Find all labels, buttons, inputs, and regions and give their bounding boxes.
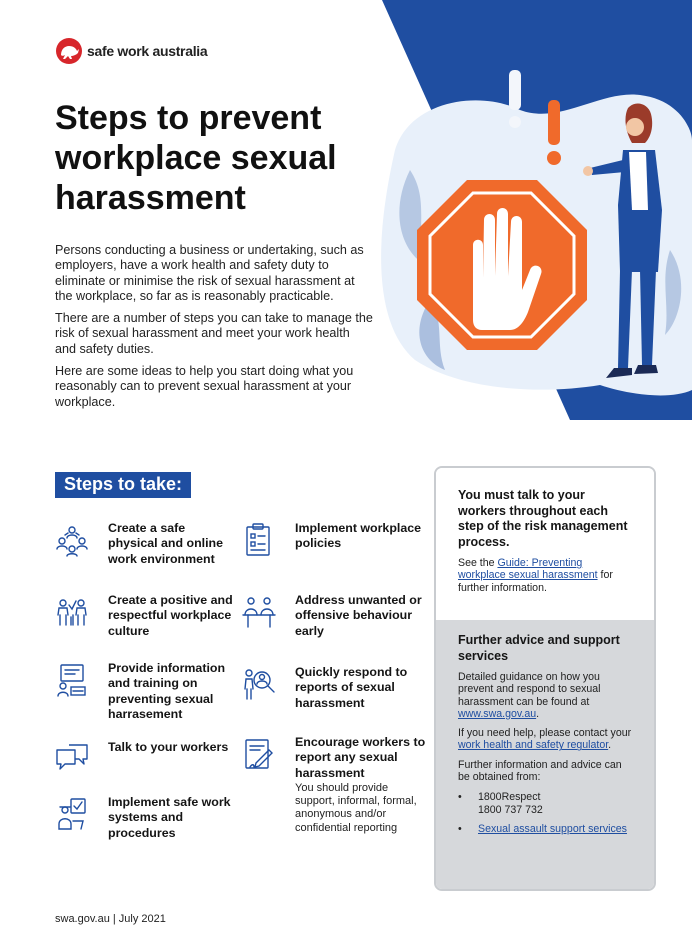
intro-paragraph: There are a number of steps you can take to manage the risk of sexual harassment and meet your work health and safety duties. (55, 311, 373, 356)
step-safe-environment (55, 521, 235, 567)
stop-hand-illustration (370, 0, 692, 420)
training-presentation-icon (55, 663, 89, 697)
consult-text (458, 557, 632, 594)
respect-line-text: 1800Respect 1800 737 732 (478, 791, 543, 816)
list-item (458, 823, 632, 835)
hero-illustration (370, 0, 692, 420)
intro-paragraph: Here are some ideas to help you start doing what you reasonably can to prevent sexual harassment at your workplace. (55, 364, 354, 409)
steps-heading: Steps to take: (55, 472, 191, 498)
guide-link[interactable]: Guide: Preventing workplace sexual harassment (458, 557, 598, 582)
kangaroo-logo-icon (55, 37, 83, 65)
regulator-link[interactable]: work health and safety regulator (458, 739, 609, 752)
step-workplace-policies (242, 521, 422, 557)
report-form-icon (242, 737, 276, 771)
step-label: Create a positive and respectful workplace culture (108, 593, 233, 638)
help-prefix: If you need help, please contact your (458, 727, 632, 740)
guidance-copy: Detailed guidance on how you prevent and respond to sexual harassment can be found at (458, 671, 601, 708)
step-safe-systems (55, 795, 240, 841)
footer-text: swa.gov.au | July 2021 (55, 913, 166, 925)
page-title: Steps to prevent workplace sexual harassment (55, 99, 337, 217)
step-label: Create a safe physical and online work environment (108, 521, 223, 566)
sexual-assault-services-link[interactable]: Sexual assault support services (478, 822, 627, 835)
step-encourage-reporting (242, 735, 427, 835)
step-label: Encourage workers to report any sexual harassment (295, 735, 426, 780)
step-information-training (55, 661, 245, 722)
further-text: Further information and advice can be obtained from: (458, 758, 622, 784)
see-suffix: for further information. (458, 569, 613, 594)
step-label: Provide information and training on preventing sexual harrasement (108, 661, 226, 721)
step-label: Talk to your workers (108, 740, 229, 754)
see-prefix: See the (458, 557, 498, 569)
policy-clipboard-icon (242, 523, 276, 557)
support-list (458, 791, 632, 835)
support-box (436, 620, 654, 889)
step-label: Address unwanted or offensive behaviour early (295, 593, 422, 638)
step-address-behaviour (242, 593, 427, 639)
guidance-text: Detailed guidance on how you prevent and respond to sexual harassment can be found at www.swa.gov.au. (458, 671, 601, 720)
info-panel (434, 466, 656, 891)
step-talk-workers (55, 740, 240, 776)
help-text: If you need help, please contact your work health and safety regulator. (458, 727, 632, 752)
search-person-icon (242, 667, 276, 701)
support-heading: Further advice and support services (458, 633, 620, 663)
chat-bubbles-icon (55, 742, 89, 776)
step-label: Implement workplace policies (295, 521, 422, 551)
list-item (458, 791, 632, 816)
brand-name: safe work australia (87, 43, 208, 59)
step-positive-culture (55, 593, 240, 639)
brand-logo[interactable] (55, 37, 207, 65)
step-respond-reports (242, 665, 427, 711)
swa-link[interactable]: www.swa.gov.au (458, 707, 537, 720)
people-network-icon (55, 523, 89, 557)
meeting-icon (242, 595, 276, 629)
intro-paragraph: Persons conducting a business or undertaking, such as employers, have a work health and safety duty to eliminate or minimise the risk of sexual harassment at the workplace, so far as is reasonably practicable. (55, 243, 364, 303)
worker-checklist-icon (55, 797, 89, 831)
intro-text (55, 243, 373, 417)
step-label: Implement safe work systems and procedures (108, 795, 231, 840)
step-label: Quickly respond to reports of sexual harassment (295, 665, 408, 710)
team-celebrate-icon (55, 595, 89, 629)
consult-heading: You must talk to your workers throughout each step of the risk management process. (458, 488, 628, 549)
consult-box (436, 468, 654, 620)
step-sub: You should provide support, informal, formal, anonymous and/or confidential reporting (295, 781, 417, 834)
